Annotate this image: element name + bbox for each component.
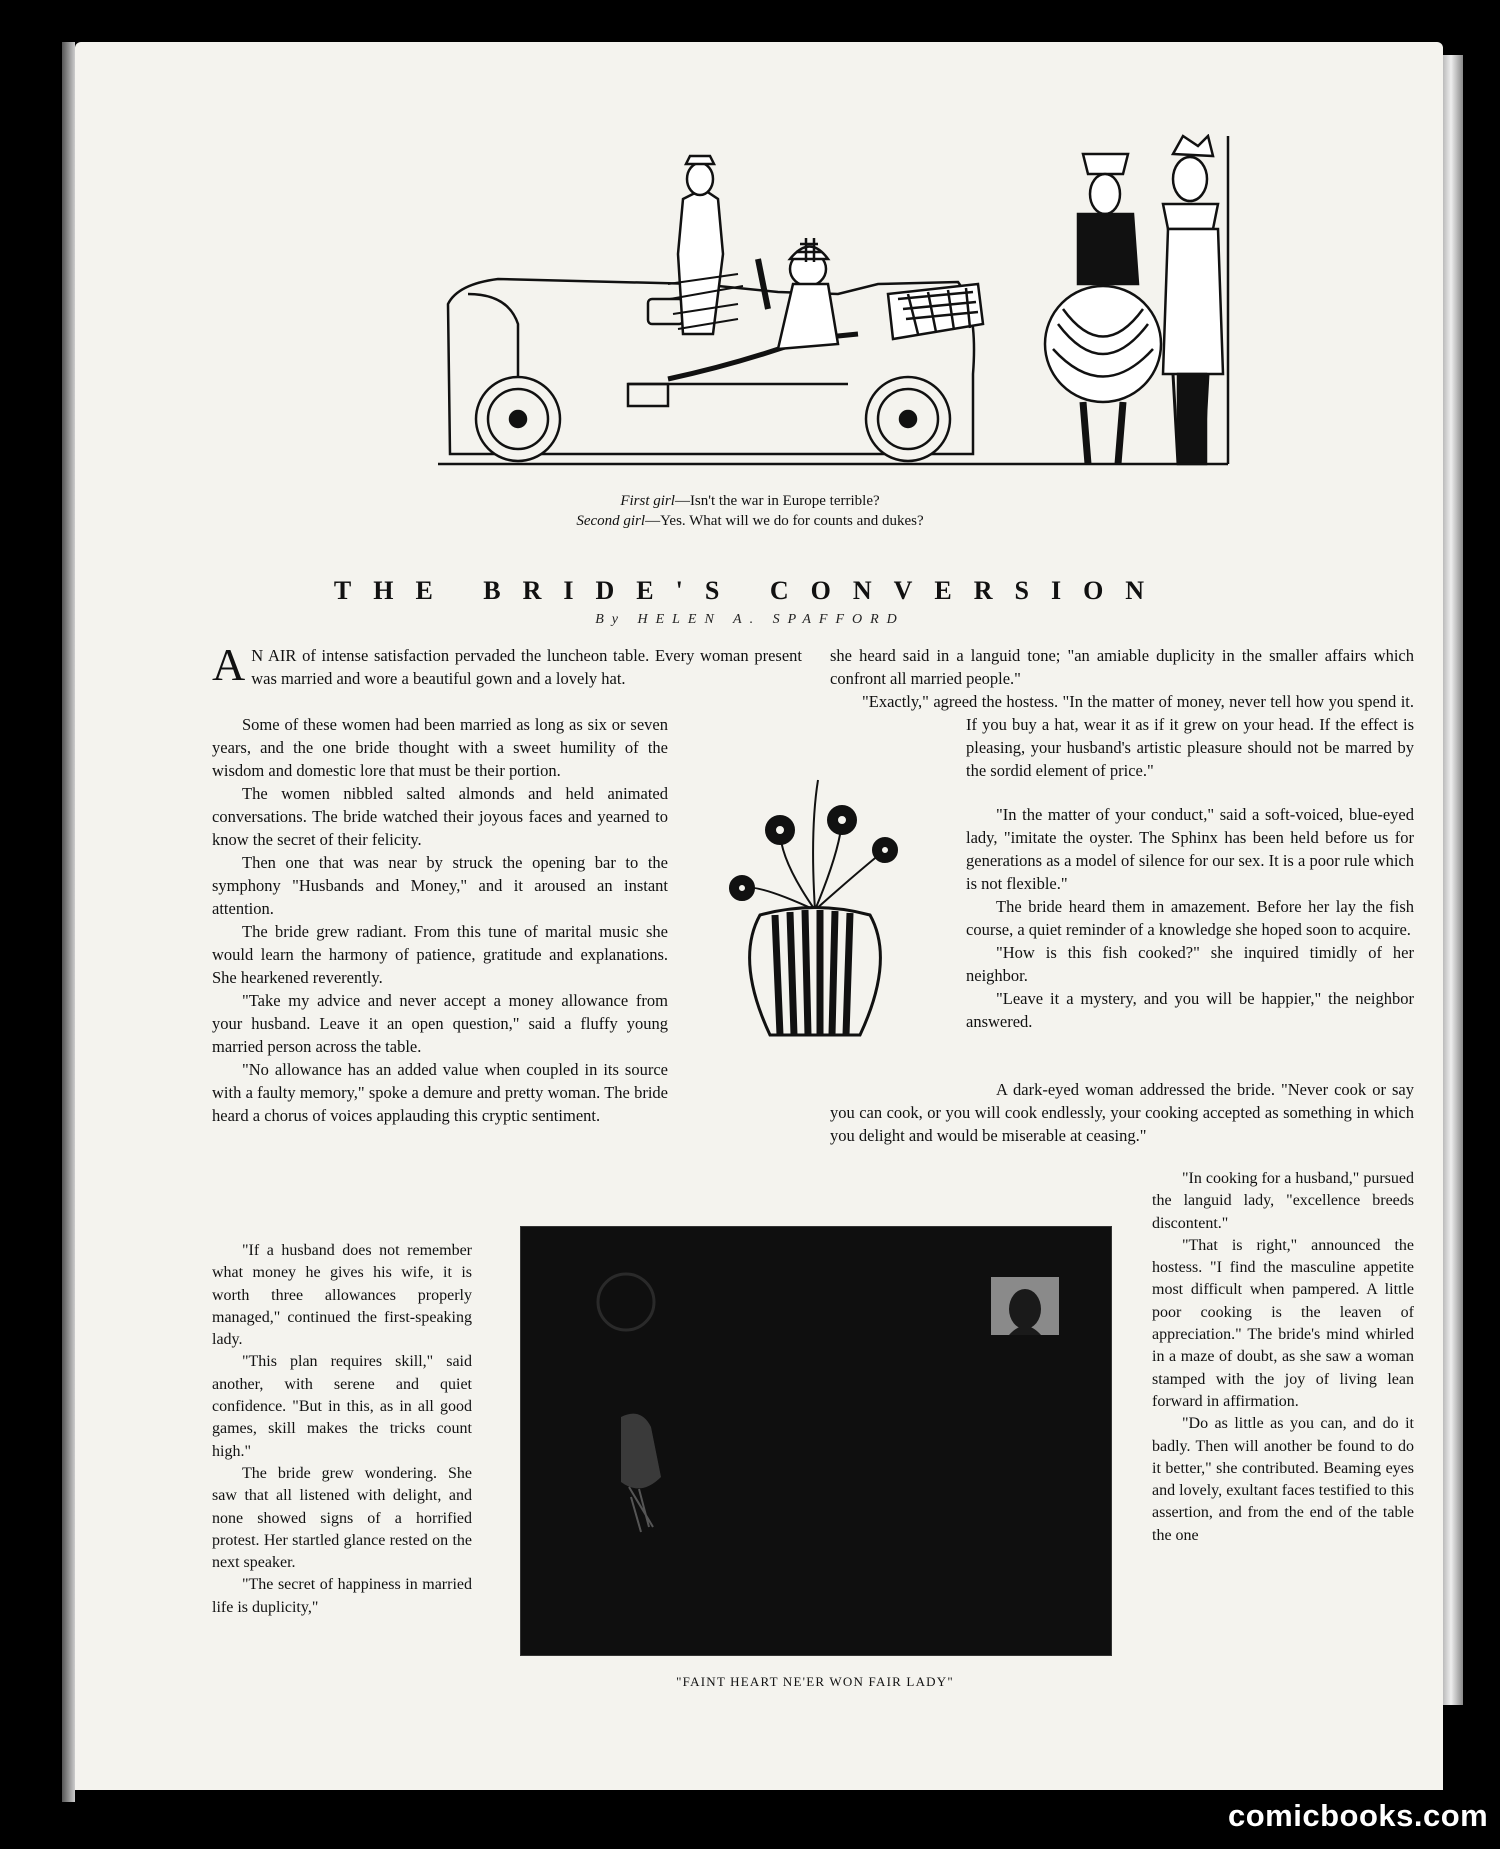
paragraph: The bride heard them in amazement. Before her lay the fish course, a quiet reminder of a knowledge she hoped soon to acquire.	[966, 897, 1414, 939]
watermark: comicbooks.com	[1228, 1798, 1489, 1833]
caption-speaker-1: First girl	[620, 493, 675, 509]
paragraph: "Do as little as you can, and do it badly. Then will another be found to do it better," she contributed. Beaming eyes and lovely, exultant faces testified to this assertion, and from the end of the table the one	[1152, 1415, 1414, 1544]
paragraph: "No allowance has an added value when coupled in its source with a faulty memory," spoke a demure and pretty woman. The bride heard a chorus of voices applauding this cryptic sentiment.	[212, 1060, 668, 1125]
paragraph: "This plan requires skill," said another, with serene and quiet confidence. "But in this, as in all good games, skill makes the tricks count high."	[212, 1353, 472, 1460]
caption-text-1: —Isn't the war in Europe terrible?	[674, 493, 880, 509]
cartoon-caption-line-2	[0, 512, 1500, 531]
car-cartoon-illustration	[438, 134, 1233, 470]
paragraph: she heard said in a languid tone; "an amiable duplicity in the smaller affairs which confront all married people."	[830, 646, 1414, 688]
left-column-middle	[212, 713, 668, 1127]
left-column-top	[212, 639, 802, 690]
paragraph: The women nibbled salted almonds and held animated conversations. The bride watched their joyous faces and yearned to know the secret of their felicity.	[212, 784, 668, 849]
photo-caption: "FAINT HEART NE'ER WON FAIR LADY"	[676, 1674, 954, 1689]
cartoon-caption-line-1	[0, 492, 1500, 511]
caption-text-2: —Yes. What will we do for counts and dukes?	[645, 513, 924, 529]
paragraph: "How is this fish cooked?" she inquired timidly of her neighbor.	[966, 943, 1414, 985]
paragraph: "Exactly," agreed the hostess. "In the matter of money, never tell how you spend it. If you buy a hat, wear it as if it grew on your head. If the effect is pleasing, your husband's artistic pleasure should not be marred by the sordid element of price."	[862, 692, 1414, 780]
paragraph: "The secret of happiness in married life is duplicity,"	[212, 1576, 472, 1616]
page-edge-right	[1443, 55, 1463, 1705]
page-edge-left	[62, 42, 75, 1802]
paragraph: "Leave it a mystery, and you will be happier," the neighbor answered.	[966, 989, 1414, 1031]
left-column-bottom	[212, 1240, 472, 1619]
paragraph: "That is right," announced the hostess. "I find the masculine appetite most difficult when pampered. A little poor cooking is the leaven of appreciation." The bride's mind whirled in a maze of doubt, as she saw a woman stamped with the joy of living lean forward in affirmation.	[1152, 1236, 1414, 1410]
caption-speaker-2: Second girl	[576, 513, 646, 529]
right-column-top	[830, 644, 1414, 782]
paragraph: "If a husband does not remember what money he gives his wife, it is worth three allowances properly managed," continued the first-speaking lady.	[212, 1242, 472, 1349]
photo-scene	[521, 1227, 1111, 1655]
right-column-wide	[830, 1078, 1414, 1147]
drop-cap: A	[212, 639, 246, 690]
paragraph: "In cooking for a husband," pursued the languid lady, "excellence breeds discontent."	[1152, 1170, 1414, 1232]
paragraph-opening: A N AIR of intense satisfaction pervaded the luncheon table. Every woman present was married and wore a beautiful gown and a lovely hat.	[212, 639, 802, 690]
paragraph: Some of these women had been married as long as six or seven years, and the one bride thought with a sweet humility of the wisdom and domestic lore that must be their portion.	[212, 715, 668, 780]
paragraph: Then one that was near by struck the opening bar to the symphony "Husbands and Money," and it aroused an instant attention.	[212, 853, 668, 918]
article-title: THE BRIDE'S CONVERSION	[333, 576, 1167, 605]
paragraph: "In the matter of your conduct," said a soft-voiced, blue-eyed lady, "imitate the oyster. The Sphinx has been held before us for generations as a model of silence for our sex. It is a poor rule which is not flexible."	[966, 805, 1414, 893]
dark-photograph	[520, 1226, 1112, 1656]
paragraph: A dark-eyed woman addressed the bride. "Never cook or say you can cook, or you will cook endlessly, your cooking accepted as something in which you delight and would be miserable at ceasing."	[830, 1080, 1414, 1145]
paragraph: The bride grew wondering. She saw that all listened with delight, and none showed signs of a horrified protest. Her startled glance rested on the next speaker.	[212, 1464, 472, 1572]
article-byline: By HELEN A. SPAFFORD	[595, 612, 905, 627]
right-column-middle	[966, 803, 1414, 1033]
paragraph: The bride grew radiant. From this tune of marital music she would learn the harmony of patience, gratitude and explanations. She hearkened reverently.	[212, 922, 668, 987]
right-column-bottom	[1152, 1168, 1414, 1547]
paragraph: "Take my advice and never accept a money allowance from your husband. Leave it an open question," said a fluffy young married person across the table.	[212, 991, 668, 1056]
flower-vase-illustration	[720, 770, 915, 1045]
